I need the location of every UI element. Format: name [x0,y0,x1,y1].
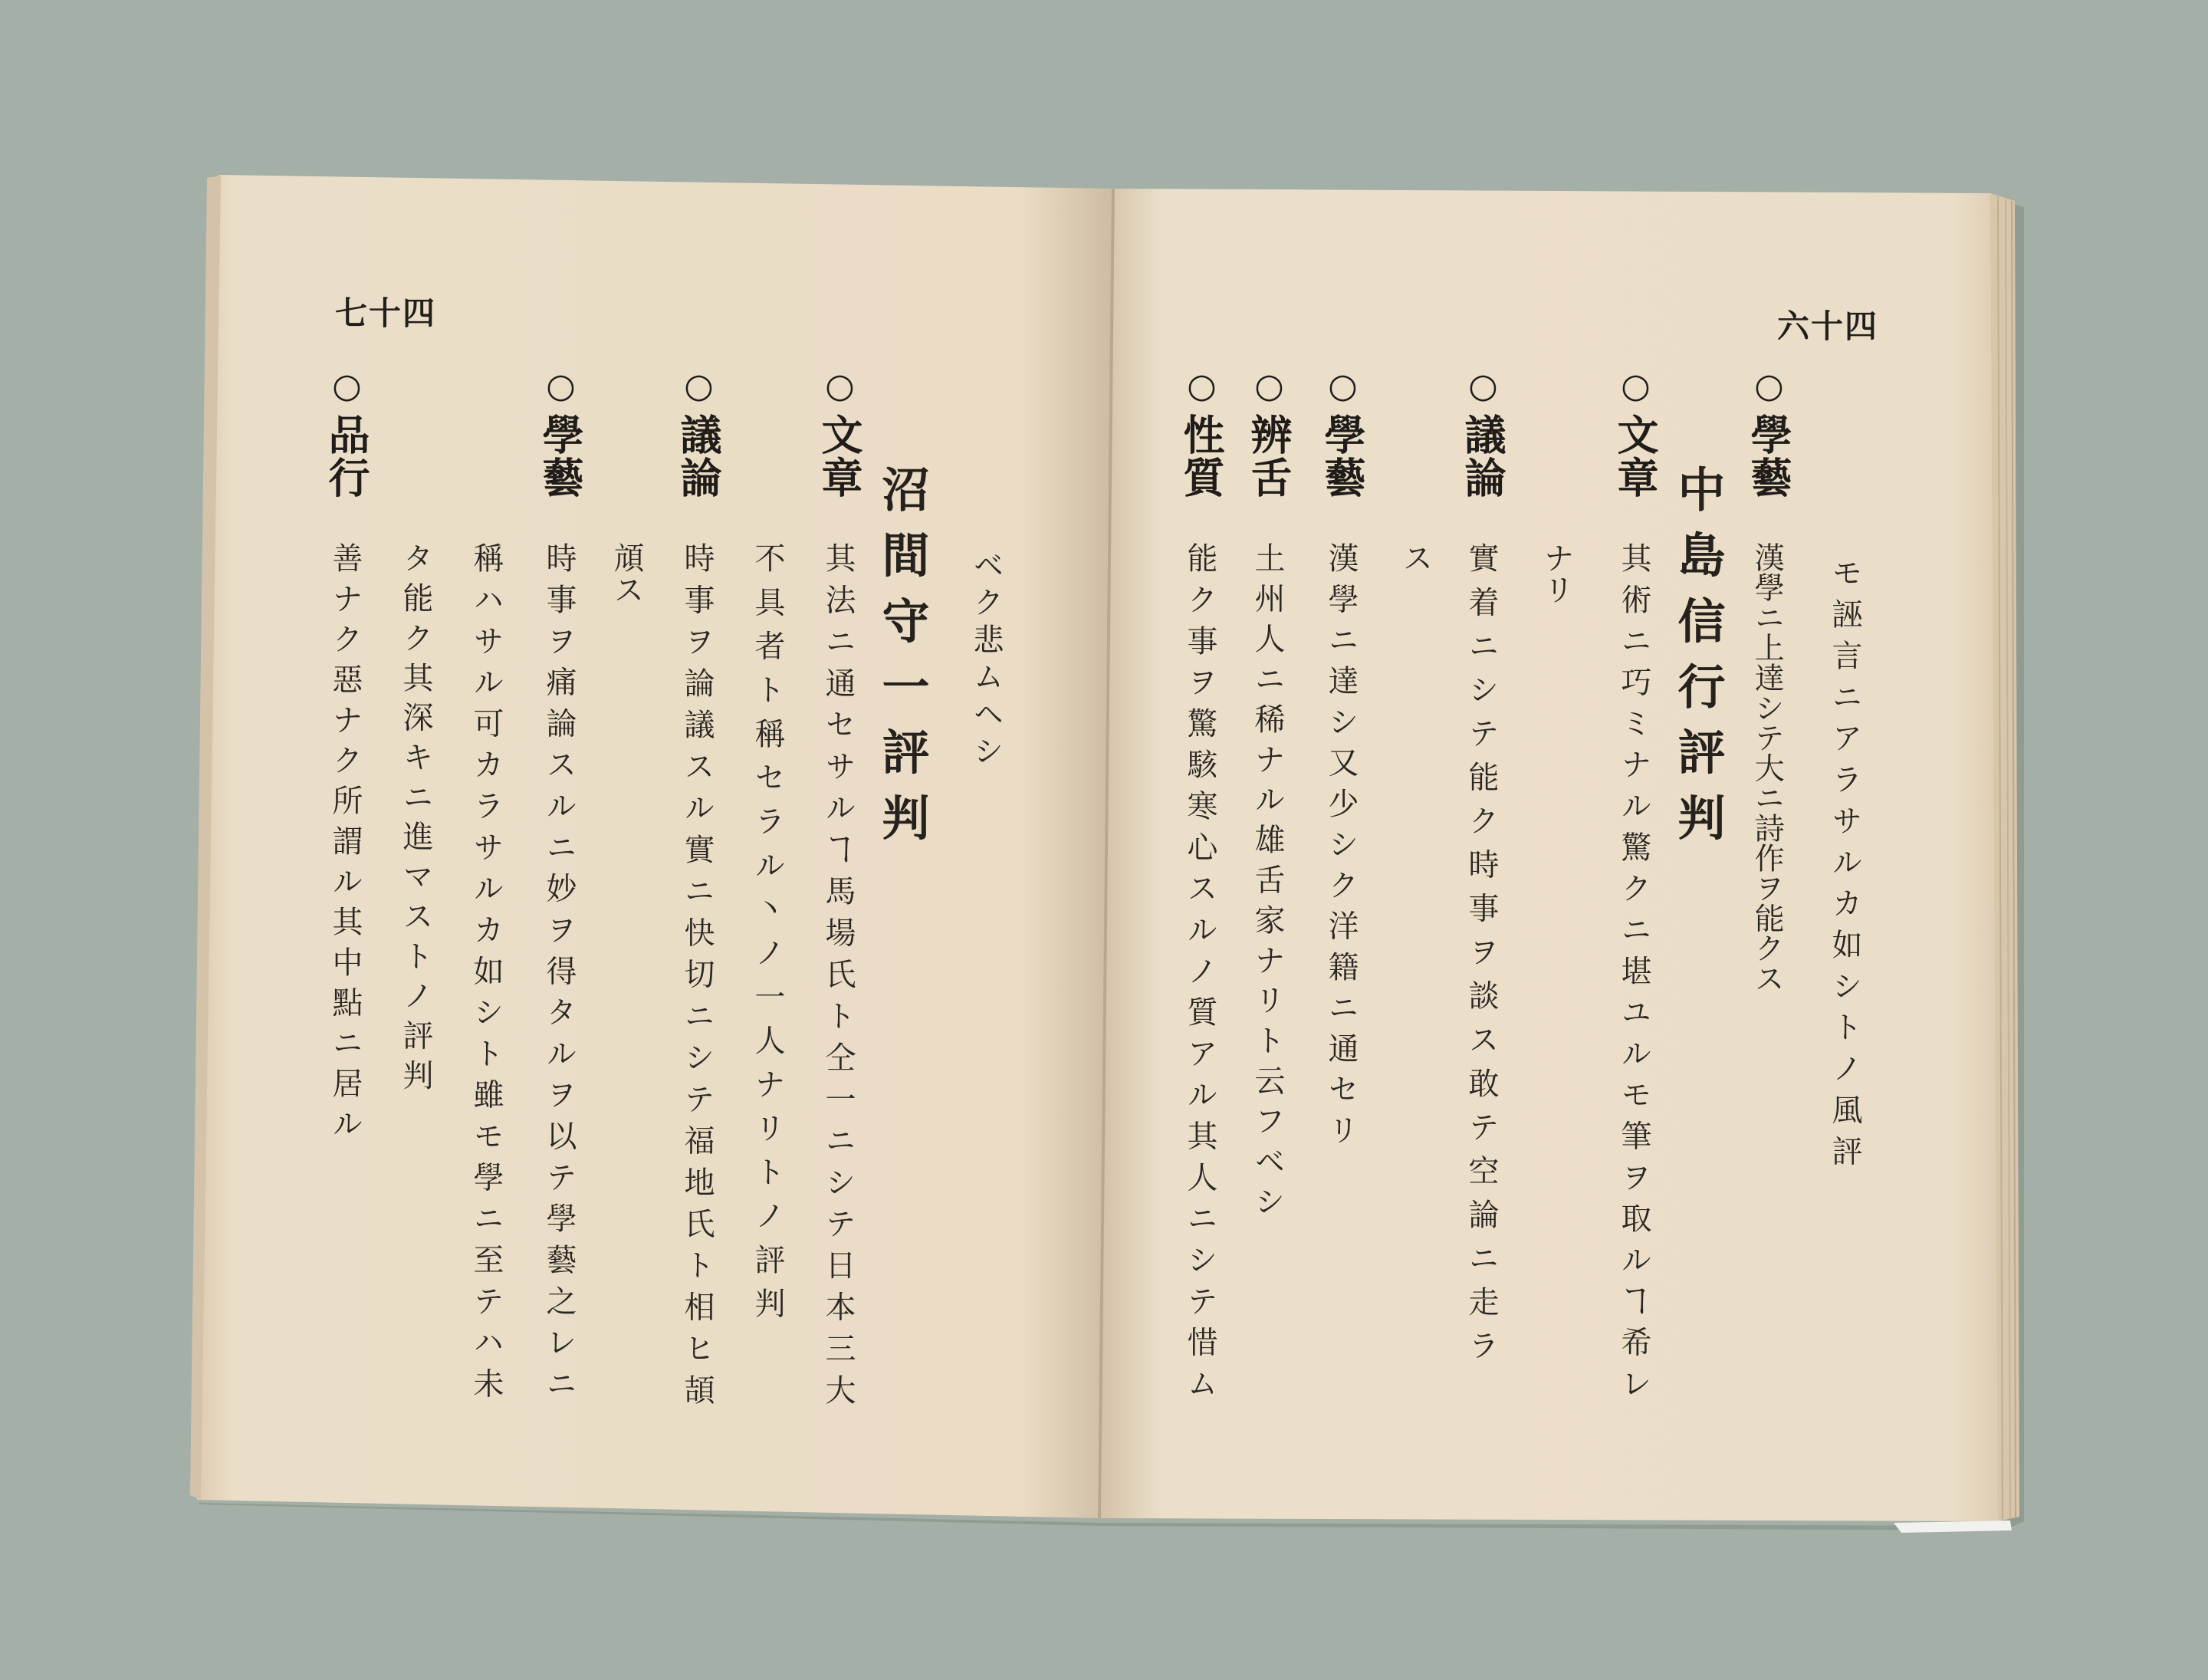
entry-heading [1744,367,1793,499]
entry-heading [1458,367,1507,499]
entry-heading [322,367,371,499]
entry-marker: ○ [1182,367,1221,406]
entry-marker: ○ [1750,367,1789,406]
entry-heading-label: 學藝 [1318,413,1367,499]
entry-heading [1244,367,1293,499]
entry-heading-label: 議論 [1458,413,1507,499]
entry-marker: ○ [327,367,366,406]
paper-sliver [1894,1521,2012,1533]
text-column: 頏ス [609,542,644,606]
entry-heading [815,367,864,499]
page-number-right: 六十四 [1777,307,1879,345]
entry-heading-label: 品行 [322,413,371,499]
entry-marker: ○ [541,367,580,406]
entry-marker: ○ [820,367,859,406]
entry-heading [674,367,723,499]
text-column: 漢學ニ達シ又少シク洋籍ニ通セリ [1323,542,1359,1155]
entry-marker: ○ [1616,367,1655,406]
entry-marker: ○ [679,367,718,406]
entry-heading-label: 學藝 [536,413,585,499]
entry-marker: ○ [1250,367,1289,406]
text-column: 不具者ト稱セラル丶ノ一人ナリトノ評判 [750,542,785,1331]
entry-heading [536,367,585,499]
entry-heading-label: 文章 [815,413,864,499]
entry-heading [1611,367,1660,499]
text-column: ス [1398,542,1433,573]
text-column: 時事ヲ論議スル實ニ快切ニシテ福地氏ト相ヒ頡 [679,542,715,1415]
right-page [1099,189,1998,1521]
text-column: ナリ [1539,542,1574,606]
text-column: ベク悲ムヘシ [968,549,1004,772]
text-column: 土州人ニ稀ナル雄舌家ナリト云フベシ [1250,542,1285,1225]
text-column: 其法ニ通セサルヿ馬場氏ト仝一ニシテ日本三大 [820,542,856,1415]
text-column: 漢學ニ上達シテ大ニ詩作ヲ能クス [1750,542,1785,993]
entry-heading-label: 文章 [1611,413,1660,499]
text-column: モ誣言ニアラサルカ如シトノ風評 [1827,557,1862,1176]
page-number-left: 七十四 [335,294,437,332]
entry-heading [1177,367,1226,499]
text-column: 其術ニ巧ミナル驚クニ堪ユルモ筆ヲ取ルヿ希レ [1616,542,1651,1409]
text-column: タ能ク其深キニ進マストノ評判 [398,542,433,1099]
page-title: 沼間守一評判 [874,465,930,859]
page-title: 中島信行評判 [1670,465,1726,859]
text-column: 善ナク惡ナク所謂ル其中點ニ居ル [327,542,363,1148]
text-column: 稱ハサル可カラサルカ如シト雖モ學ニ至テハ未 [468,542,504,1409]
entry-heading-label: 辨舌 [1244,413,1293,499]
entry-marker: ○ [1464,367,1503,406]
entry-heading [1318,367,1367,499]
entry-marker: ○ [1323,367,1362,406]
entry-heading-label: 學藝 [1744,413,1793,499]
entry-heading-label: 議論 [674,413,723,499]
text-column: 時事ヲ痛論スルニ妙ヲ得タルヲ以テ學藝之レニ [541,542,577,1409]
entry-heading-label: 性質 [1177,413,1226,499]
text-column: 能ク事ヲ驚駭寒心スルノ質アル其人ニシテ惜ム [1182,542,1217,1409]
text-column: 實着ニシテ能ク時事ヲ談ス敢テ空論ニ走ラ [1464,542,1499,1373]
